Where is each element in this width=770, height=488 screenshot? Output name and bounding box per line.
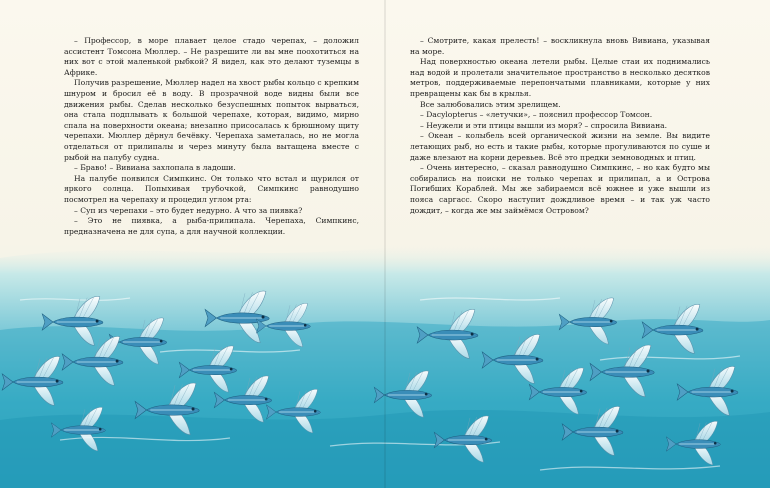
book-gutter — [384, 0, 386, 488]
paragraph: На палубе появился Симпкинс. Он только что встал и щурился от яркого солнца. Попыхивая трубочкой, Симпкинс равнодушно посмотрел на черепаху и процедил углом рта: — [64, 173, 359, 204]
paragraph: – Неужели и эти птицы вышли из моря? – спросила Вивиана. — [420, 120, 668, 130]
paragraph: Над поверхностью океана летели рыбы. Целые стаи их поднимались над водой и пролетали значительное пространство в несколько десятков метров, поддерживаемые перепончатыми плавниками, которые у них превращены как бы в крылья. — [410, 57, 710, 98]
paragraph: – Суп из черепахи – это будет недурно. А что за пиявка? — [74, 205, 303, 215]
paragraph: – Океан – колыбель всей органической жизни на земле. Вы видите летающих рыб, но есть и такие рыбы, которые прогуливаются по суше и даже влезают на корни деревьев. Всё это предки земноводных и птиц. — [410, 131, 710, 162]
left-page-text — [64, 36, 359, 237]
paragraph: Получив разрешение, Мюллер надел на хвост рыбы кольцо с крепким шнуром и бросил её в воду. В прозрачной воде видны были все движения рыбы. Сделав несколько безуспешных попыток вырваться, она стала подплывать к большой черепахе, которая, видимо, мирно спала на поверхности океана; внезапно присосалась к брюшному щиту черепахи. Мюллер дёрнул бечёвку. Черепаха заметалась, но не могла отделаться от прилипалы и через минуту была вытащена вместе с рыбой на палубу судна. — [64, 78, 359, 162]
paragraph: – Это не пиявка, а рыба-прилипала. Черепаха, Симпкинс, предназначена не для супа, а для научной коллекции. — [64, 216, 359, 236]
paragraph: – Браво! – Вивиана захлопала в ладоши. — [74, 163, 236, 173]
paragraph: – Профессор, в море плавает целое стадо черепах, – доложил ассистент Томсона Мюллер. – Не разрешите ли вы мне поохотиться на них вот с этой маленькой рыбкой? Я видел, как это делают туземцы в Африке. — [64, 36, 359, 77]
paragraph: – Очень интересно, – сказал равнодушно Симпкинс, – но как будто мы собирались на поиски не только черепах и прилипал, а и Острова Погибших Кораблей. Мы же забираемся всё южнее и уже вышли из пояса саргасс. Скоро наступит дождливое время – и так уж часто дождит, – когда же мы займёмся Островом? — [410, 163, 710, 215]
paragraph: – Смотрите, какая прелесть! – воскликнула вновь Вивиана, указывая на море. — [410, 36, 710, 56]
paragraph: Все залюбовались этим зрелищем. — [420, 99, 561, 109]
right-page-text — [410, 36, 710, 216]
paragraph: – Dacylopterus – «летучки», – пояснил профессор Томсон. — [420, 110, 653, 120]
